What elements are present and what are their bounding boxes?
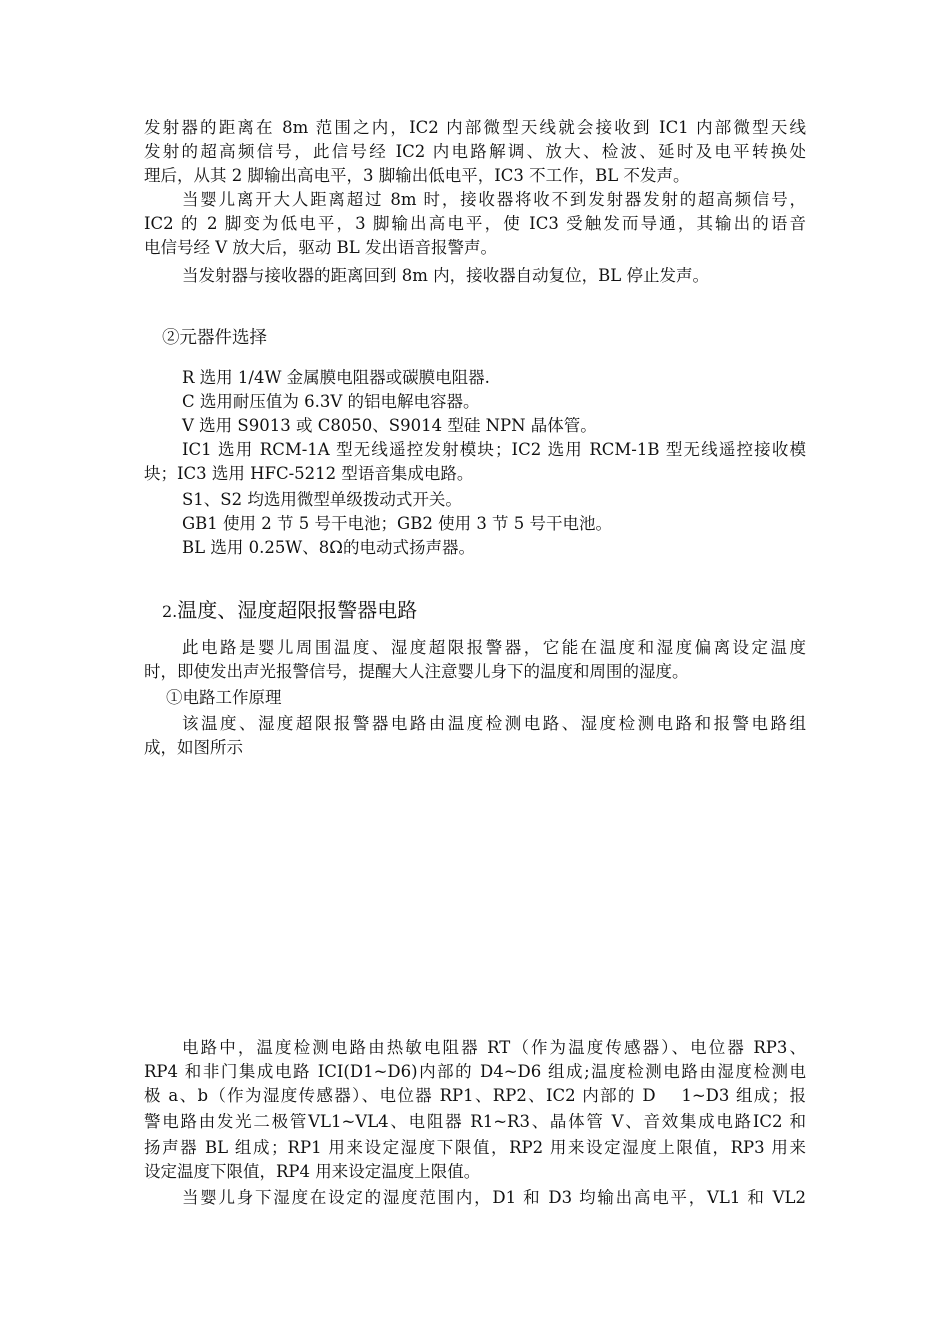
text-line: 极 a、b（作为湿度传感器）、电位器 RP1、RP2、IC2 内部的 D 1~D3 组成；报 xyxy=(144,1086,806,1105)
list-item: IC1 选用 RCM-1A 型无线遥控发射模块；IC2 选用 RCM-1B 型无线遥控接收模 xyxy=(182,440,806,459)
list-item: R 选用 1/4W 金属膜电阻器或碳膜电阻器. xyxy=(182,368,490,387)
components-heading: ②元器件选择 xyxy=(162,328,267,348)
text-line: 发射器的距离在 8m 范围之内，IC2 内部微型天线就会接收到 IC1 内部微型天线 xyxy=(144,118,806,137)
text-line: 理后，从其 2 脚输出高电平，3 脚输出低电平，IC3 不工作，BL 不发声。 xyxy=(144,166,690,185)
text-line: 当发射器与接收器的距离回到 8m 内，接收器自动复位，BL 停止发声。 xyxy=(182,266,709,285)
text-line: RP4 和非门集成电路 ICI(D1~D6)内部的 D4~D6 组成;温度检测电路由湿度检测电 xyxy=(144,1062,806,1081)
list-item: S1、S2 均选用微型单级拨动式开关。 xyxy=(182,490,462,509)
list-item: V 选用 S9013 或 C8050、S9014 型硅 NPN 晶体管。 xyxy=(182,416,597,435)
section-title: 温度、湿度超限报警器电路 xyxy=(177,598,418,622)
text-line: 当婴儿离开大人距离超过 8m 时，接收器将收不到发射器发射的超高频信号， xyxy=(182,190,806,209)
text-line: 电路中，温度检测电路由热敏电阻器 RT（作为温度传感器）、电位器 RP3、 xyxy=(182,1038,806,1057)
text-line: IC2 的 2 脚变为低电平，3 脚输出高电平，使 IC3 受触发而导通，其输出的语音 xyxy=(144,214,806,233)
figure-placeholder xyxy=(144,770,806,1030)
text-line: 电信号经 V 放大后，驱动 BL 发出语音报警声。 xyxy=(144,238,497,257)
text-line: 设定温度下限值，RP4 用来设定温度上限值。 xyxy=(144,1162,481,1181)
list-item: BL 选用 0.25W、8Ω的电动式扬声器。 xyxy=(182,538,475,557)
text-line: 此电路是婴儿周围温度、湿度超限报警器，它能在温度和湿度偏离设定温度 xyxy=(182,638,806,657)
text-line: 时，即使发出声光报警信号，提醒大人注意婴儿身下的温度和周围的湿度。 xyxy=(144,662,689,681)
text-line: 当婴儿身下湿度在设定的湿度范围内，D1 和 D3 均输出高电平，VL1 和 VL2 xyxy=(182,1188,806,1207)
section-number: 2. xyxy=(162,602,178,621)
list-item: 块；IC3 选用 HFC-5212 型语音集成电路。 xyxy=(144,464,474,483)
text-line: 该温度、湿度超限报警器电路由温度检测电路、湿度检测电路和报警电路组 xyxy=(182,714,806,733)
list-item: GB1 使用 2 节 5 号干电池；GB2 使用 3 节 5 号干电池。 xyxy=(182,514,613,533)
section-heading xyxy=(162,596,417,626)
list-item: C 选用耐压值为 6.3V 的铝电解电容器。 xyxy=(182,392,480,411)
text-line: 成，如图所示 xyxy=(144,738,243,757)
text-line: 扬声器 BL 组成；RP1 用来设定湿度下限值，RP2 用来设定湿度上限值，RP3 用来 xyxy=(144,1138,806,1157)
text-line: 发射的超高频信号，此信号经 IC2 内电路解调、放大、检波、延时及电平转换处 xyxy=(144,142,806,161)
text-line: 警电路由发光二极管VL1~VL4、电阻器 R1~R3、晶体管 V、音效集成电路IC2 和 xyxy=(144,1112,806,1131)
sub-heading: ①电路工作原理 xyxy=(166,688,282,707)
